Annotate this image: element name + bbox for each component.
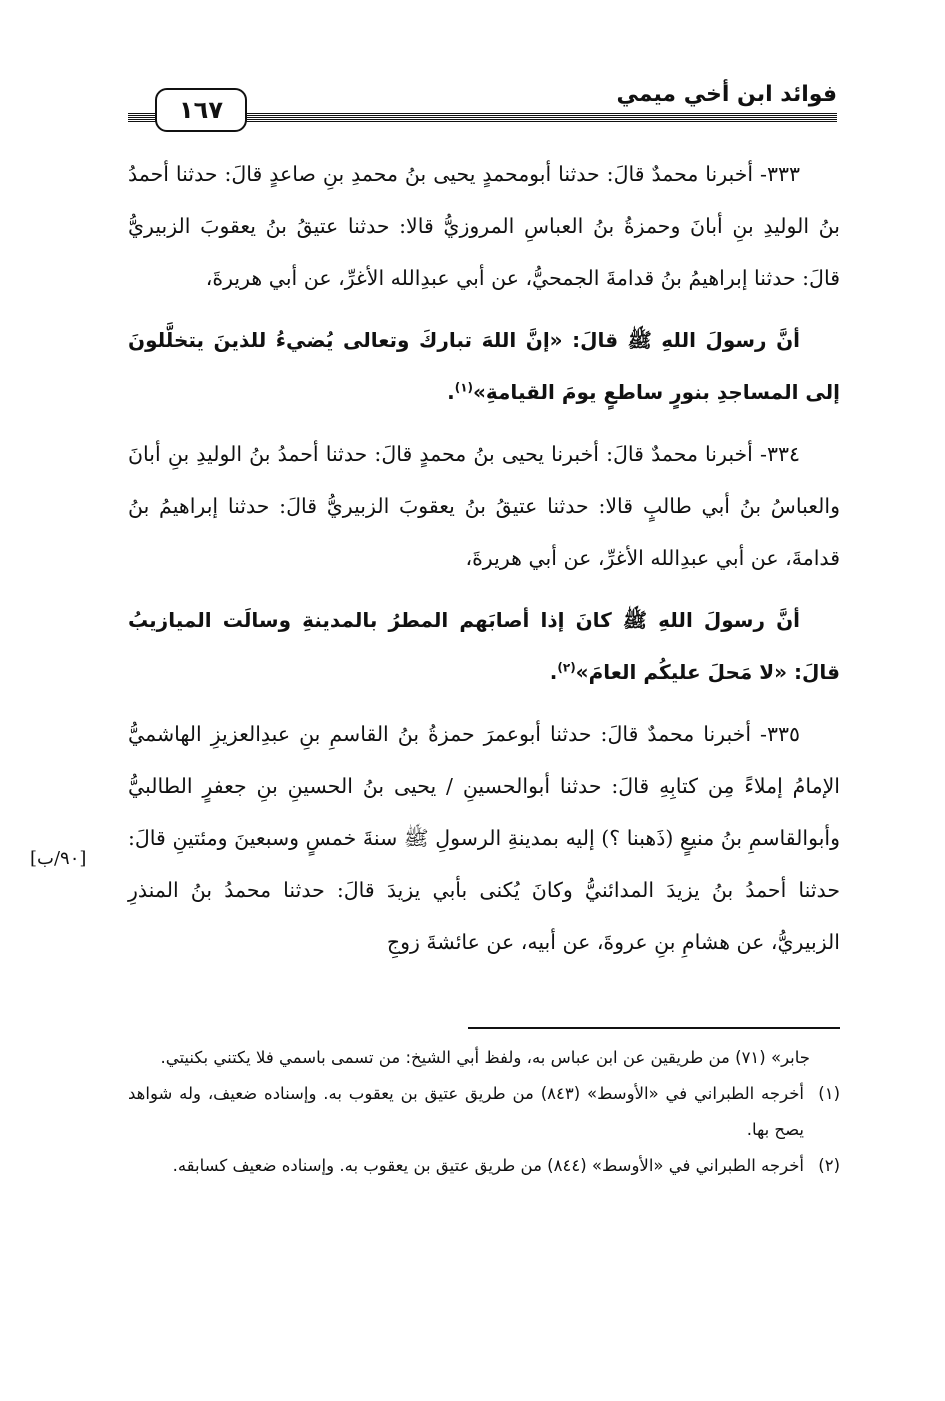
running-header-title: فوائد ابن أخي ميمي — [616, 82, 837, 107]
paragraph-335: ٣٣٥- أخبرنا محمدٌ قالَ: حدثنا أبوعمرَ حمزةُ بنُ القاسمِ بنِ عبدِالعزيزِ الهاشميُّ الإمامُ إملاءً مِن كتابِهِ قالَ: حدثنا أبوالحسينِ / يحيى بنُ الحسينِ بنِ جعفرٍ الطالبيُّ وأبوالقاسمِ بنُ منيعٍ (ذَهبنا ؟) إليه بمدينةِ الرسولِ ﷺ سنةَ خمسٍ وسبعينَ ومئتينِ قالَ: حدثنا أحمدُ بنُ يزيدَ المدائنيُّ وكانَ يُكنى بأبي يزيدَ قالَ: حدثنا محمدُ بنُ المنذرِ الزبيريُّ، عن هشامِ بنِ عروةَ، عن أبيه، عن عائشةَ زوجِ — [128, 722, 840, 954]
footnote-2-text: أخرجه الطبراني في «الأوسط» (٨٤٤) من طريق عتيق بن يعقوب به. وإسناده ضعيف كسابقه. — [172, 1156, 804, 1175]
hadith-334 — [128, 594, 840, 698]
hadith-333-end: . — [447, 380, 455, 404]
manuscript-folio-note: [٩٠/ب] — [30, 848, 87, 869]
hadith-333-text: أنَّ رسولَ اللهِ ﷺ قالَ: «إنَّ اللهَ تباركَ وتعالى يُضيءُ للذينَ يتخلَّلونَ إلى المساجدِ بنورٍ ساطعٍ يومَ القيامةِ» — [128, 328, 840, 404]
footnote-ref-2: (٢) — [557, 660, 576, 675]
hadith-333 — [128, 314, 840, 418]
paragraph-334: ٣٣٤- أخبرنا محمدٌ قالَ: أخبرنا يحيى بنُ محمدٍ قالَ: حدثنا أحمدُ بنُ الوليدِ بنِ أبانَ والعباسُ بنُ أبي طالبٍ قالا: حدثنا عتيقُ بنُ يعقوبَ الزبيريُّ قالَ: حدثنا إبراهيمُ بنُ قدامةَ، عن أبي عبدِالله الأغرِّ، عن أبي هريرةَ، — [128, 442, 840, 570]
footnotes — [128, 1040, 840, 1184]
footnote-2 — [128, 1148, 840, 1184]
footnote-continuation: جابر» (٧١) من طريقين عن ابن عباس به، ولفظ أبي الشيخ: من تسمى باسمي فلا يكتني بكنيتي. — [160, 1048, 810, 1067]
footnote-1-text: أخرجه الطبراني في «الأوسط» (٨٤٣) من طريق عتيق بن يعقوب به. وإسناده ضعيف، وله شواهد يصح بها. — [128, 1084, 804, 1139]
footnote-2-number: (٢) — [818, 1156, 840, 1175]
hadith-334-text: أنَّ رسولَ اللهِ ﷺ كانَ إذا أصابَهم المطرُ بالمدينةِ وسالَت الميازيبُ قالَ: «لا مَحلَ عليكُم العامَ» — [128, 608, 840, 684]
footnote-1-number: (١) — [818, 1084, 840, 1103]
page-number: ١٦٧ — [155, 88, 247, 132]
hadith-334-end: . — [549, 660, 558, 684]
main-text — [128, 148, 840, 968]
paragraph-333: ٣٣٣- أخبرنا محمدٌ قالَ: حدثنا أبومحمدٍ يحيى بنُ محمدِ بنِ صاعدٍ قالَ: حدثنا أحمدُ بنُ الوليدِ بنِ أبانَ وحمزةُ بنُ العباسِ المروزيُّ قالا: حدثنا عتيقُ بنُ يعقوبَ الزبيريُّ قالَ: حدثنا إبراهيمُ بنُ قدامةَ الجمحيُّ، عن أبي عبدِالله الأغرِّ، عن أبي هريرةَ، — [128, 162, 840, 290]
footnote-1 — [128, 1076, 840, 1148]
footnote-rule — [468, 1027, 840, 1029]
footnote-ref-1: (١) — [454, 380, 473, 395]
